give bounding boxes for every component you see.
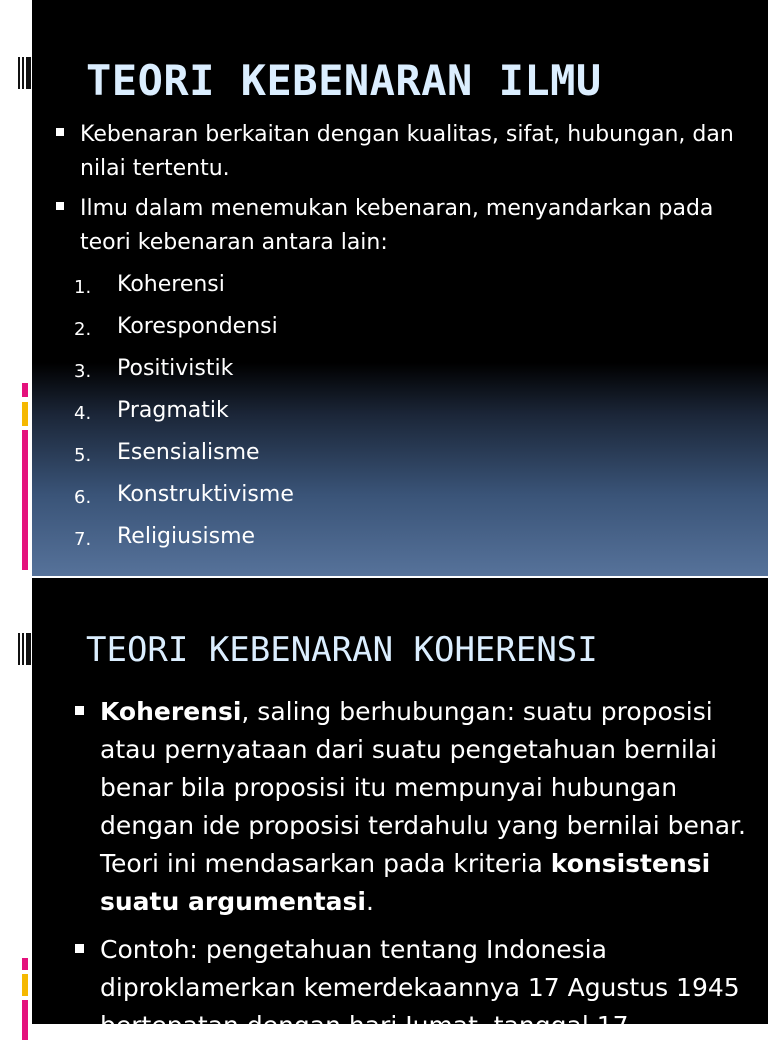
accent-bar-pink: [22, 383, 28, 397]
slide-2: [0, 578, 768, 1040]
list-label: Korespondensi: [117, 314, 278, 339]
square-bullet-icon: [75, 706, 84, 715]
bullet-text: , saling berhubungan: suatu proposisi atau pernyataan dari suatu pengetahuan bernilai benar bila proposisi itu mempunyai hubungan dengan ide proposisi terdahulu yang bernilai benar. Teori ini mendasarkan pada kriteria: [100, 697, 746, 878]
slide-title: TEORI KEBENARAN ILMU: [86, 56, 602, 105]
list-label: Positivistik: [117, 356, 234, 381]
list-number: 4.: [74, 403, 92, 424]
square-bullet-icon: [56, 202, 64, 210]
list-number: 3.: [74, 361, 92, 382]
list-item: [54, 516, 754, 558]
bullet-text: Kebenaran berkaitan dengan kualitas, sifat, hubungan, dan nilai tertentu.: [80, 122, 734, 181]
list-number: 2.: [74, 319, 92, 340]
bullet-item: [54, 118, 754, 186]
square-bullet-icon: [75, 944, 84, 953]
slide-margin: [0, 578, 32, 1024]
term-bold: Koherensi: [100, 697, 242, 726]
list-label: Konstruktivisme: [117, 482, 294, 507]
list-number: 5.: [74, 445, 92, 466]
slide-body: [54, 118, 754, 558]
list-number: 7.: [74, 529, 92, 550]
list-number: 1.: [74, 277, 92, 298]
list-item: [54, 390, 754, 432]
bars-decoration: [18, 633, 32, 665]
accent-bar-pink: [22, 1000, 28, 1040]
accent-bar-pink: [22, 958, 28, 970]
numbered-list: [54, 264, 754, 558]
list-item: [54, 264, 754, 306]
accent-bar-gold: [22, 974, 28, 996]
slide-title: TEORI KEBENARAN KOHERENSI: [86, 630, 598, 670]
list-item: [54, 348, 754, 390]
list-item: [54, 474, 754, 516]
bullet-item: [72, 931, 752, 1045]
list-label: Koherensi: [117, 272, 225, 297]
emphasis-bold: konsistensi suatu argumentasi: [100, 849, 711, 916]
list-label: Religiusisme: [117, 524, 256, 549]
list-label: Esensialisme: [117, 440, 260, 465]
bullet-item: [72, 693, 752, 921]
slide-body: [72, 693, 752, 1045]
bullet-text: Ilmu dalam menemukan kebenaran, menyandarkan pada teori kebenaran antara lain:: [80, 196, 714, 255]
list-label: Pragmatik: [117, 398, 229, 423]
bullet-item: [54, 192, 754, 260]
list-item: [54, 306, 754, 348]
bullet-text-end: .: [365, 887, 374, 916]
list-number: 6.: [74, 487, 92, 508]
bullet-text: Contoh: pengetahuan tentang Indonesia diproklamerkan kemerdekaannya 17 Agustus 1945 bertepatan dengan hari Jumat, tanggal 17: [100, 935, 740, 1040]
square-bullet-icon: [56, 128, 64, 136]
accent-bar-gold: [22, 402, 28, 426]
slide-margin: [0, 0, 32, 576]
bars-decoration: [18, 57, 32, 89]
list-item: [54, 432, 754, 474]
accent-bar-pink: [22, 430, 28, 570]
